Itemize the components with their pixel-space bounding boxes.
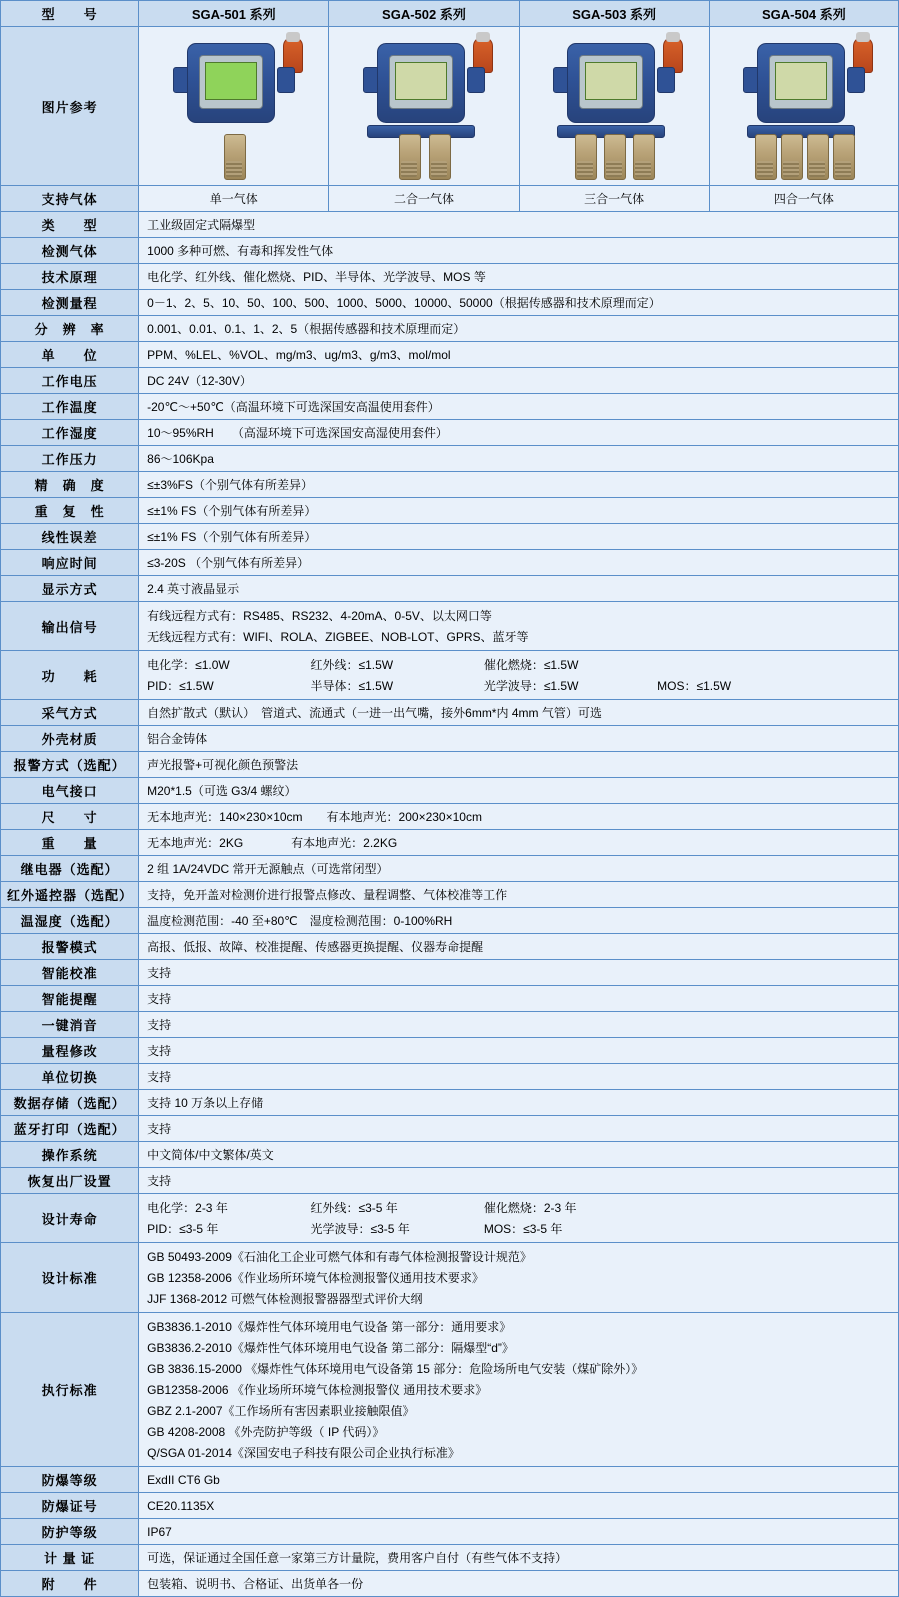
- mount-bracket-right: [847, 67, 865, 93]
- detector-display: [205, 62, 257, 100]
- sensor-probe-1: [575, 134, 597, 180]
- table-row: [1, 830, 899, 856]
- table-row: [1, 1038, 899, 1064]
- table-row: [1, 726, 899, 752]
- row-label: 智能校准: [1, 960, 139, 986]
- power-infrared: 红外线：≤1.5W: [310, 658, 394, 672]
- row-value: -20℃～+50℃（高温环境下可选深国安高温使用套件）: [139, 394, 899, 420]
- sensor-probe-1: [755, 134, 777, 180]
- row-value: 高报、低报、故障、校准提醒、传感器更换提醒、仪器寿命提醒: [139, 934, 899, 960]
- output-wireless: 无线远程方式有：WIFI、ROLA、ZIGBEE、NOB-LOT、GPRS、蓝牙等: [147, 630, 529, 644]
- row-label: 技术原理: [1, 264, 139, 290]
- row-label: 智能提醒: [1, 986, 139, 1012]
- row-label: 工作湿度: [1, 420, 139, 446]
- table-row: [1, 550, 899, 576]
- power-mos: MOS：≤1.5W: [657, 679, 732, 693]
- table-row: [1, 960, 899, 986]
- row-value: 支持，免开盖对检测价进行报警点修改、量程调整、气体校准等工作: [139, 882, 899, 908]
- table-row: [1, 1012, 899, 1038]
- sensor-probe-4: [833, 134, 855, 180]
- row-value-power: [139, 651, 899, 700]
- table-row: [1, 700, 899, 726]
- table-row: [1, 1064, 899, 1090]
- lifetime-infrared: 红外线：≤3-5 年: [310, 1201, 398, 1215]
- detector-illustration-triple: [539, 33, 689, 179]
- row-label: 一键消音: [1, 1012, 139, 1038]
- row-label: 恢复出厂设置: [1, 1168, 139, 1194]
- row-label: 线性误差: [1, 524, 139, 550]
- sensor-probe-2: [429, 134, 451, 180]
- design-standard-line: GB 50493-2009《石油化工企业可燃气体和有毒气体检测报警设计规范》: [147, 1250, 532, 1264]
- detector-illustration-quad: [729, 33, 879, 179]
- power-electrochemical: 电化学：≤1.0W: [147, 658, 230, 672]
- table-row: [1, 342, 899, 368]
- model-502: SGA-502 系列: [329, 1, 519, 27]
- exec-standard-line: GB3836.2-2010《爆炸性气体环境用电气设备 第二部分：隔爆型“d”》: [147, 1341, 514, 1355]
- row-label: 量程修改: [1, 1038, 139, 1064]
- row-value: 温度检测范围：-40 至+80℃ 湿度检测范围：0-100%RH: [139, 908, 899, 934]
- row-value-exec-standard: [139, 1313, 899, 1467]
- table-row: [1, 752, 899, 778]
- row-label: 精 确 度: [1, 472, 139, 498]
- exec-standard-line: GB3836.1-2010《爆炸性气体环境用电气设备 第一部分：通用要求》: [147, 1320, 512, 1334]
- power-catalytic: 催化燃烧：≤1.5W: [483, 658, 579, 672]
- row-label: 温湿度（选配）: [1, 908, 139, 934]
- row-label: 工作电压: [1, 368, 139, 394]
- row-label-lifetime: 设计寿命: [1, 1194, 139, 1243]
- row-value: 声光报警+可视化颜色预警法: [139, 752, 899, 778]
- row-label-model: 型 号: [1, 1, 139, 27]
- row-label: 重 复 性: [1, 498, 139, 524]
- row-label: 尺 寸: [1, 804, 139, 830]
- mount-bracket-right: [277, 67, 295, 93]
- table-row: [1, 778, 899, 804]
- table-row: [1, 290, 899, 316]
- row-value: M20*1.5（可选 G3/4 螺纹）: [139, 778, 899, 804]
- row-value: CE20.1135X: [139, 1493, 899, 1519]
- table-row: [1, 446, 899, 472]
- row-value: 支持: [139, 1116, 899, 1142]
- detector-illustration-dual: [349, 33, 499, 179]
- detector-display: [395, 62, 447, 100]
- table-row: [1, 498, 899, 524]
- row-value: 支持 10 万条以上存储: [139, 1090, 899, 1116]
- power-optical: 光学波导：≤1.5W: [483, 679, 579, 693]
- row-value: ≤±1% FS（个别气体有所差异）: [139, 524, 899, 550]
- device-image-502: [329, 27, 519, 186]
- sensor-probe-2: [781, 134, 803, 180]
- detector-display: [775, 62, 827, 100]
- power-line-2: [147, 675, 892, 696]
- row-value: 无本地声光：2KG 有本地声光：2.2KG: [139, 830, 899, 856]
- row-value: 1000 多种可燃、有毒和挥发性气体: [139, 238, 899, 264]
- row-value: 支持: [139, 960, 899, 986]
- row-value: 中文简体/中文繁体/英文: [139, 1142, 899, 1168]
- table-row: [1, 804, 899, 830]
- row-label: 附 件: [1, 1571, 139, 1597]
- model-501: SGA-501 系列: [139, 1, 329, 27]
- table-row: [1, 1467, 899, 1493]
- row-value: 自然扩散式（默认） 管道式、流通式（一进一出气嘴，接外6mm*内 4mm 气管）可选: [139, 700, 899, 726]
- design-standard-line: GB 12358-2006《作业场所环境气体检测报警仪通用技术要求》: [147, 1271, 484, 1285]
- lifetime-pid: PID：≤3-5 年: [147, 1222, 219, 1236]
- row-label: 重 量: [1, 830, 139, 856]
- mount-bracket-right: [657, 67, 675, 93]
- gas-support-501: 单一气体: [139, 186, 329, 212]
- row-label: 红外遥控器（选配）: [1, 882, 139, 908]
- table-row: [1, 576, 899, 602]
- table-row-exec-standard: [1, 1313, 899, 1467]
- row-label: 检测气体: [1, 238, 139, 264]
- row-value: 铝合金铸体: [139, 726, 899, 752]
- power-pid: PID：≤1.5W: [147, 679, 214, 693]
- row-value: 可选，保证通过全国任意一家第三方计量院，费用客户自付（有些气体不支持）: [139, 1545, 899, 1571]
- row-value: PPM、%LEL、%VOL、mg/m3、ug/m3、g/m3、mol/mol: [139, 342, 899, 368]
- detector-display: [585, 62, 637, 100]
- sensor-probe-1: [224, 134, 246, 180]
- exec-standard-line: GBZ 2.1-2007《工作场所有害因素职业接触限值》: [147, 1404, 415, 1418]
- row-label-exec-standard: 执行标准: [1, 1313, 139, 1467]
- table-row: [1, 394, 899, 420]
- gas-support-504: 四合一气体: [709, 186, 898, 212]
- output-wired: 有线远程方式有：RS485、RS232、4-20mA、0-5V、以太网口等: [147, 609, 492, 623]
- row-value: ExdII CT6 Gb: [139, 1467, 899, 1493]
- row-label: 工作温度: [1, 394, 139, 420]
- sensor-probe-1: [399, 134, 421, 180]
- table-row: [1, 1519, 899, 1545]
- exec-standard-line: GB 3836.15-2000 《爆炸性气体环境用电气设备第 15 部分：危险场所电气安装（煤矿除外）》: [147, 1362, 644, 1376]
- design-standard-line: JJF 1368-2012 可燃气体检测报警器器型式评价大纲: [147, 1292, 423, 1306]
- mount-bracket-right: [467, 67, 485, 93]
- row-value: 86～106Kpa: [139, 446, 899, 472]
- row-value-design-standard: [139, 1243, 899, 1313]
- table-row: [1, 238, 899, 264]
- row-label: 操作系统: [1, 1142, 139, 1168]
- device-image-504: [709, 27, 898, 186]
- row-label-power: 功 耗: [1, 651, 139, 700]
- manifold-bar: [367, 125, 475, 138]
- sensor-probe-3: [807, 134, 829, 180]
- lifetime-optical: 光学波导：≤3-5 年: [310, 1222, 410, 1236]
- table-row: [1, 368, 899, 394]
- row-value: 包装箱、说明书、合格证、出货单各一份: [139, 1571, 899, 1597]
- row-label-output: 输出信号: [1, 602, 139, 651]
- row-value: ≤±3%FS（个别气体有所差异）: [139, 472, 899, 498]
- row-label: 工作压力: [1, 446, 139, 472]
- row-value: 0.001、0.01、0.1、1、2、5（根据传感器和技术原理而定）: [139, 316, 899, 342]
- table-row-power: [1, 651, 899, 700]
- model-504: SGA-504 系列: [709, 1, 898, 27]
- row-label-design-standard: 设计标准: [1, 1243, 139, 1313]
- table-row: [1, 882, 899, 908]
- table-row: [1, 1142, 899, 1168]
- row-label: 单位切换: [1, 1064, 139, 1090]
- table-row: [1, 908, 899, 934]
- exec-standard-line: GB12358-2006 《作业场所环境气体检测报警仪 通用技术要求》: [147, 1383, 488, 1397]
- gas-support-503: 三合一气体: [519, 186, 709, 212]
- power-semiconductor: 半导体：≤1.5W: [310, 679, 394, 693]
- row-value: 0－1、2、5、10、50、100、500、1000、5000、10000、50000（根据传感器和技术原理而定）: [139, 290, 899, 316]
- row-label-image-reference: 图片参考: [1, 27, 139, 186]
- row-label: 报警方式（选配）: [1, 752, 139, 778]
- table-row: [1, 1545, 899, 1571]
- row-value-output: [139, 602, 899, 651]
- device-image-501: [139, 27, 329, 186]
- lifetime-line-2: [147, 1218, 892, 1239]
- row-value: DC 24V（12-30V）: [139, 368, 899, 394]
- row-value: 支持: [139, 1012, 899, 1038]
- row-label-gas-support: 支持气体: [1, 186, 139, 212]
- device-image-503: [519, 27, 709, 186]
- row-label: 单 位: [1, 342, 139, 368]
- row-value: 支持: [139, 986, 899, 1012]
- table-row-output: [1, 602, 899, 651]
- table-row-images: [1, 27, 899, 186]
- table-row: [1, 264, 899, 290]
- row-value: 2 组 1A/24VDC 常开无源触点（可选常闭型）: [139, 856, 899, 882]
- exec-standard-line: GB 4208-2008 《外壳防护等级（ IP 代码）》: [147, 1425, 385, 1439]
- detector-illustration-single: [159, 33, 309, 179]
- table-row: [1, 856, 899, 882]
- row-label: 防爆等级: [1, 1467, 139, 1493]
- table-row: [1, 986, 899, 1012]
- row-label: 检测量程: [1, 290, 139, 316]
- row-value: 无本地声光：140×230×10cm 有本地声光：200×230×10cm: [139, 804, 899, 830]
- row-label: 外壳材质: [1, 726, 139, 752]
- table-row: [1, 934, 899, 960]
- row-value: 支持: [139, 1064, 899, 1090]
- table-row: [1, 524, 899, 550]
- row-label: 响应时间: [1, 550, 139, 576]
- row-label: 防护等级: [1, 1519, 139, 1545]
- table-row: [1, 420, 899, 446]
- lifetime-electrochemical: 电化学：2-3 年: [147, 1201, 228, 1215]
- exec-standard-line: Q/SGA 01-2014《深国安电子科技有限公司企业执行标准》: [147, 1446, 460, 1460]
- lifetime-mos: MOS：≤3-5 年: [483, 1222, 563, 1236]
- row-label: 电气接口: [1, 778, 139, 804]
- sensor-probe-2: [604, 134, 626, 180]
- table-row: [1, 472, 899, 498]
- row-value: 支持: [139, 1038, 899, 1064]
- gas-support-502: 二合一气体: [329, 186, 519, 212]
- row-label: 采气方式: [1, 700, 139, 726]
- row-label: 分 辨 率: [1, 316, 139, 342]
- table-row-gas-support: [1, 186, 899, 212]
- power-line-1: [147, 654, 892, 675]
- row-label: 继电器（选配）: [1, 856, 139, 882]
- row-label: 显示方式: [1, 576, 139, 602]
- lifetime-line-1: [147, 1197, 892, 1218]
- row-value: 2.4 英寸液晶显示: [139, 576, 899, 602]
- table-row-lifetime: [1, 1194, 899, 1243]
- row-value: IP67: [139, 1519, 899, 1545]
- table-row: [1, 1571, 899, 1597]
- row-label: 报警模式: [1, 934, 139, 960]
- row-label: 蓝牙打印（选配）: [1, 1116, 139, 1142]
- table-row: [1, 1168, 899, 1194]
- table-row: [1, 1116, 899, 1142]
- row-label: 防爆证号: [1, 1493, 139, 1519]
- row-value: 支持: [139, 1168, 899, 1194]
- table-row: [1, 316, 899, 342]
- table-row: [1, 212, 899, 238]
- row-value: ≤±1% FS（个别气体有所差异）: [139, 498, 899, 524]
- row-value-lifetime: [139, 1194, 899, 1243]
- sensor-probe-3: [633, 134, 655, 180]
- table-row: [1, 1090, 899, 1116]
- table-row-design-standard: [1, 1243, 899, 1313]
- table-row: [1, 1493, 899, 1519]
- row-label: 计 量 证: [1, 1545, 139, 1571]
- table-row-model: [1, 1, 899, 27]
- row-value: 电化学、红外线、催化燃烧、PID、半导体、光学波导、MOS 等: [139, 264, 899, 290]
- model-503: SGA-503 系列: [519, 1, 709, 27]
- lifetime-catalytic: 催化燃烧：2-3 年: [483, 1201, 577, 1215]
- row-value: 10～95%RH （高湿环境下可选深国安高湿使用套件）: [139, 420, 899, 446]
- row-label: 数据存储（选配）: [1, 1090, 139, 1116]
- row-value: 工业级固定式隔爆型: [139, 212, 899, 238]
- row-value: ≤3-20S （个别气体有所差异）: [139, 550, 899, 576]
- row-label: 类 型: [1, 212, 139, 238]
